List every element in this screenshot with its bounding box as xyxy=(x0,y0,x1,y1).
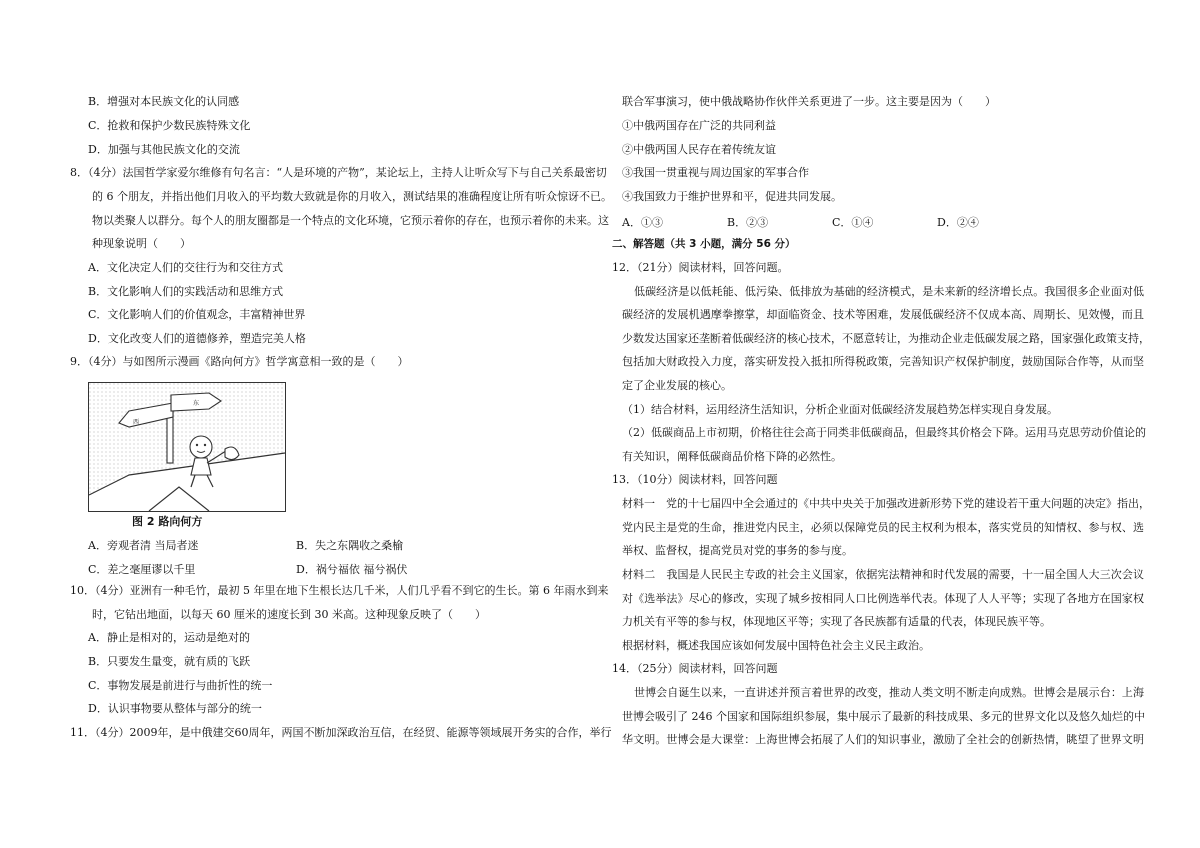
q11-option-c: C．①④ xyxy=(832,216,874,229)
q11-item-1: ①中俄两国存在广泛的共同利益 xyxy=(622,119,776,132)
q10-stem-line1: 10．（4分）亚洲有一种毛竹，最初 5 年里在地下生根长达几千米，人们几乎看不到它的生长。第 6 年雨水到来 xyxy=(70,584,609,597)
cartoon-figure xyxy=(88,382,312,526)
cartoon-illustration xyxy=(89,383,285,511)
q12-para-line1: 低碳经济是以低耗能、低污染、低排放为基础的经济模式，是未来新的经济增长点。我国很多企业面对低 xyxy=(634,285,1144,298)
q8-stem-line3: 物以类聚人以群分。每个人的朋友圈都是一个特点的文化环境，它预示着你的存在，也预示着你的未来。这 xyxy=(92,214,609,227)
q11-stem-line2: 联合军事演习，使中俄战略协作伙伴关系更进了一步。这主要是因为（ ） xyxy=(622,95,996,108)
figure-caption: 图 2 路向何方 xyxy=(132,515,203,528)
q10-option-c: C．事物发展是前进行与曲折性的统一 xyxy=(88,679,273,692)
q12-para-line4: 包括加大财政投入力度，落实研发投入抵扣所得税政策，完善知识产权保护制度，鼓励国际合作等，从而坚 xyxy=(622,355,1144,368)
q9-options-row1 xyxy=(88,537,504,553)
q8-option-b: B．文化影响人们的实践活动和思维方式 xyxy=(88,285,284,298)
q9-options-row2 xyxy=(88,561,504,577)
q11-item-3: ③我国一贯重视与周边国家的军事合作 xyxy=(622,166,809,179)
q13-task: 根据材料，概述我国应该如何发展中国特色社会主义民主政治。 xyxy=(622,639,930,652)
q9-stem: 9．（4分）与如图所示漫画《路向何方》哲学寓意相一致的是（ ） xyxy=(70,355,409,368)
q9-option-a: A．旁观者清 当局者迷 xyxy=(88,539,199,552)
q12-para-line2: 碳经济的发展机遇摩拳擦掌，却面临资金、技术等困难，发展低碳经济不仅成本高、周期长、见效慢，而且 xyxy=(622,308,1144,321)
q14-para-line1: 世博会自诞生以来，一直讲述并预言着世界的改变，推动人类文明不断走向成熟。世博会是展示台：上海 xyxy=(634,686,1144,699)
q11-options xyxy=(622,214,1042,230)
q13-material2-line1: 材料二 我国是人民民主专政的社会主义国家，依据宪法精神和时代发展的需要，十一届全国人大三次会议 xyxy=(622,568,1144,581)
q9-option-c: C．差之毫厘谬以千里 xyxy=(88,563,196,576)
q10-option-d: D．认识事物要从整体与部分的统一 xyxy=(88,702,262,715)
q7-option-d: D．加强与其他民族文化的交流 xyxy=(88,143,240,156)
q13-material2-line2: 对《选举法》尽心的修改，实现了城乡按相同人口比例选举代表。体现了人人平等；实现了各地方在国家权 xyxy=(622,592,1144,605)
q12-subquestion-1: （1）结合材料，运用经济生活知识，分析企业面对低碳经济发展趋势怎样实现自身发展。 xyxy=(622,403,1058,416)
q11-item-2: ②中俄两国人民存在着传统友谊 xyxy=(622,143,776,156)
q8-stem-line4: 种现象说明（ ） xyxy=(92,237,191,250)
q8-option-a: A．文化决定人们的交往行为和交往方式 xyxy=(88,261,283,274)
sign-right-label: 东 xyxy=(193,400,200,407)
q12-subquestion-2-line2: 有关知识，阐释低碳商品价格下降的必然性。 xyxy=(622,450,842,463)
q14-heading: 14．（25分）阅读材料，回答问题 xyxy=(612,662,778,675)
q12-heading: 12．（21分）阅读材料，回答问题。 xyxy=(612,261,789,274)
q8-stem-line2: 的 6 个朋友，并指出他们月收入的平均数大致就是你的月收入，测试结果的准确程度让所有听众惊讶不已。 xyxy=(92,190,612,203)
q9-option-d: D．祸兮福依 福兮祸伏 xyxy=(296,563,408,576)
q8-stem-line1: 8．（4分）法国哲学家爱尔维修有句名言：“人是环境的产物”，某论坛上，主持人让听众写下与自己关系最密切 xyxy=(70,166,607,179)
q11-option-d: D．②④ xyxy=(937,216,979,229)
q10-stem-line2: 时，它钻出地面，以每天 60 厘米的速度长到 30 米高。这种现象反映了（ ） xyxy=(92,608,486,621)
q13-material2-line3: 力机关有平等的参与权，体现地区平等；实现了各民族都有适量的代表，体现民族平等。 xyxy=(622,615,1051,628)
q11-stem-line1: 11．（4分）2009年，是中俄建交60周年，两国不断加深政治互信，在经贸、能源等领域展开务实的合作，举行 xyxy=(70,726,612,739)
q7-option-c: C．抢救和保护少数民族特殊文化 xyxy=(88,119,251,132)
q11-option-a: A．①③ xyxy=(622,216,663,229)
q13-heading: 13．（10分）阅读材料，回答问题 xyxy=(612,473,778,486)
q7-option-b: B．增强对本民族文化的认同感 xyxy=(88,95,240,108)
q11-option-b: B．②③ xyxy=(727,216,769,229)
cartoon-frame xyxy=(88,382,286,512)
q10-option-b: B．只要发生量变，就有质的飞跃 xyxy=(88,655,251,668)
q12-para-line5: 定了企业发展的核心。 xyxy=(622,379,732,392)
q12-para-line3: 少数发达国家还垄断着低碳经济的核心技术，不愿意转让，为推动企业走低碳发展之路，国家强化政策支持， xyxy=(622,332,1150,345)
q8-option-c: C．文化影响人们的价值观念，丰富精神世界 xyxy=(88,308,306,321)
q8-option-d: D．文化改变人们的道德修养，塑造完美人格 xyxy=(88,332,306,345)
sign-left-label: 西 xyxy=(133,419,140,426)
q14-para-line2: 世博会吸引了 246 个国家和国际组织参展，集中展示了最新的科技成果、多元的世界文化以及悠久灿烂的中 xyxy=(622,710,1145,723)
section-heading: 二、解答题（共 3 小题，满分 56 分） xyxy=(612,238,796,250)
q13-material1-line2: 党内民主是党的生命，推进党内民主，必须以保障党员的民主权利为根本，落实党员的知情权、参与权、选 xyxy=(622,521,1144,534)
q10-option-a: A．静止是相对的，运动是绝对的 xyxy=(88,631,250,644)
q11-item-4: ④我国致力于维护世界和平，促进共同发展。 xyxy=(622,190,842,203)
q12-subquestion-2-line1: （2）低碳商品上市初期，价格往往会高于同类非低碳商品，但最终其价格会下降。运用马克思劳动价值论的 xyxy=(622,426,1146,439)
q13-material1-line3: 举权、监督权，提高党员对党的事务的参与度。 xyxy=(622,544,853,557)
q13-material1-line1: 材料一 党的十七届四中全会通过的《中共中央关于加强改进新形势下党的建设若干重大问题的决定》指出， xyxy=(622,497,1150,510)
q14-para-line3: 华文明。世博会是大课堂：上海世博会拓展了人们的知识事业，激励了全社会的创新热情，眺望了世界文明 xyxy=(622,733,1144,746)
q9-option-b: B．失之东隅收之桑榆 xyxy=(296,539,404,552)
